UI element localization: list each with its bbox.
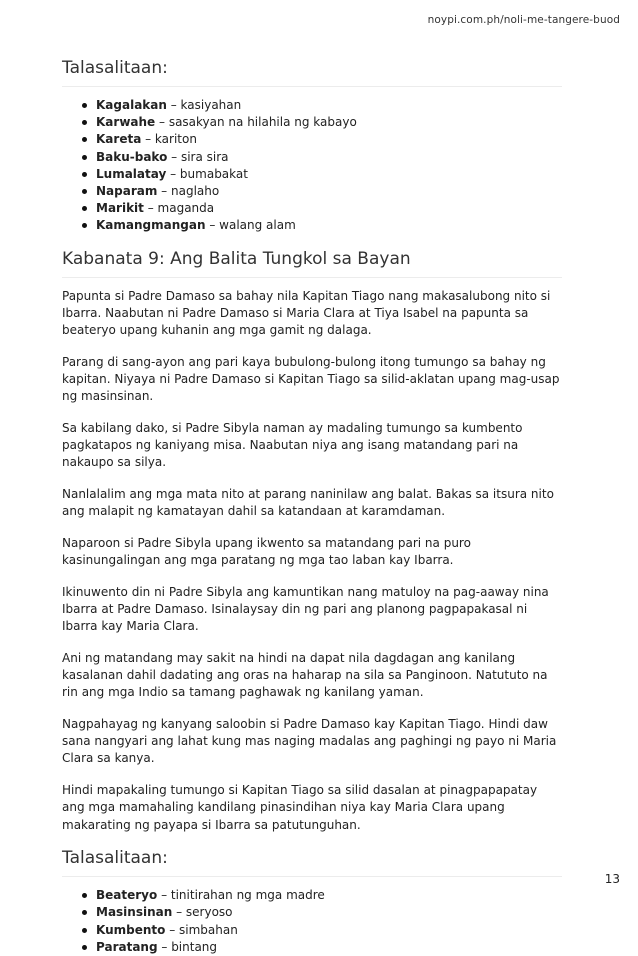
vocab-item (96, 200, 562, 217)
paragraph: Parang di sang-ayon ang pari kaya bubulong-bulong itong tumungo sa bahay ng kapitan. Niyaya ni Padre Damaso si Kapitan Tiago sa silid-aklatan upang mag-usap ng masinsinan. (62, 354, 560, 404)
vocabulary-heading: Talasalitaan: (62, 848, 562, 877)
page-content (62, 58, 562, 956)
vocab-term: Kamangmangan (96, 218, 206, 233)
vocab-item (96, 939, 562, 956)
vocab-definition: – walang alam (205, 218, 296, 233)
vocab-definition: – simbahan (165, 922, 238, 937)
vocab-item (96, 114, 562, 131)
vocab-item (96, 904, 562, 921)
vocab-term: Karwahe (96, 115, 156, 130)
vocab-definition: – kasiyahan (166, 98, 242, 112)
paragraph: Papunta si Padre Damaso sa bahay nila Kapitan Tiago nang makasalubong nito si Ibarra. Naabutan ni Padre Damaso si Maria Clara at Tiya Isabel na papunta sa beateryo upang kuhanin ang mga gamit ng dalaga. (62, 288, 551, 338)
vocab-definition: – sasakyan na hilahila ng kabayo (155, 115, 357, 130)
vocab-definition: – bumabakat (166, 166, 248, 181)
paragraph: Hindi mapakaling tumungo si Kapitan Tiago sa silid dasalan at pinagpapapatay ang mga mamahaling kandilang pinasindihan niya kay Maria Clara upang makarating ng payapa si Ibarra sa patutunguhan. (62, 783, 538, 832)
vocab-definition: – sira sira (167, 149, 229, 164)
vocab-definition: – maganda (143, 201, 215, 216)
vocab-definition: – kariton (141, 132, 197, 147)
vocabulary-heading: Talasalitaan: (62, 58, 562, 87)
vocab-term: Naparam (96, 184, 158, 199)
vocab-term: Kagalakan (96, 98, 167, 112)
vocab-item (96, 183, 562, 200)
vocab-definition: – naglaho (157, 184, 220, 199)
vocab-term: Kumbento (96, 922, 166, 937)
vocab-term: Baku-bako (96, 149, 168, 164)
vocab-item (96, 217, 562, 234)
vocab-item (96, 922, 562, 939)
vocab-item (96, 97, 562, 114)
vocab-definition: – seryoso (172, 905, 233, 920)
vocab-term: Beateryo (96, 888, 158, 903)
vocab-item (96, 149, 562, 166)
vocab-term: Lumalatay (96, 166, 167, 181)
vocab-definition: – bintang (157, 939, 218, 954)
vocab-item (96, 131, 562, 148)
vocab-definition: – tinitirahan ng mga madre (157, 888, 325, 903)
vocab-term: Masinsinan (96, 905, 173, 920)
vocabulary-list (62, 97, 562, 235)
paragraph: Sa kabilang dako, si Padre Sibyla naman ay madaling tumungo sa kumbento pagkatapos ng kaniyang misa. Naabutan niya ang isang matandang pari na nakaupo sa silya. (62, 420, 523, 470)
vocabulary-list (62, 887, 562, 956)
page-url: noypi.com.ph/noli-me-tangere-buod (427, 14, 620, 26)
vocab-term: Kareta (96, 132, 142, 147)
paragraph: Nagpahayag ng kanyang saloobin si Padre Damaso kay Kapitan Tiago. Hindi daw sana nangyari ang lahat kung mas naging madalas ang paghingi ng payo ni Maria Clara sa kanya. (62, 716, 557, 766)
paragraph: Ikinuwento din ni Padre Sibyla ang kamuntikan nang matuloy na pag-aaway nina Ibarra at Padre Damaso. Isinalaysay din ng pari ang planong pagpapakasal ni Ibarra kay Maria Clara. (62, 584, 549, 634)
paragraph: Nanlalalim ang mga mata nito at parang naninilaw ang balat. Bakas sa itsura nito ang malapit ng kamatayan dahil sa katandaan at karamdaman. (62, 486, 554, 519)
vocab-term: Marikit (96, 201, 144, 216)
chapter-title: Kabanata 9: Ang Balita Tungkol sa Bayan (62, 249, 562, 278)
vocab-term: Paratang (96, 939, 158, 954)
chapter-body (62, 288, 562, 834)
page-number: 13 (604, 872, 620, 886)
paragraph: Naparoon si Padre Sibyla upang ikwento sa matandang pari na puro kasinungalingan ang mga paratang ng mga tao laban kay Ibarra. (62, 535, 471, 568)
vocab-item (96, 166, 562, 183)
vocab-item (96, 887, 562, 904)
paragraph: Ani ng matandang may sakit na hindi na dapat nila dagdagan ang kanilang kasalanan dahil dadating ang oras na haharap na sila sa Panginoon. Natututo na rin ang mga Indio sa tamang paghawak ng kanilang yaman. (62, 650, 548, 700)
